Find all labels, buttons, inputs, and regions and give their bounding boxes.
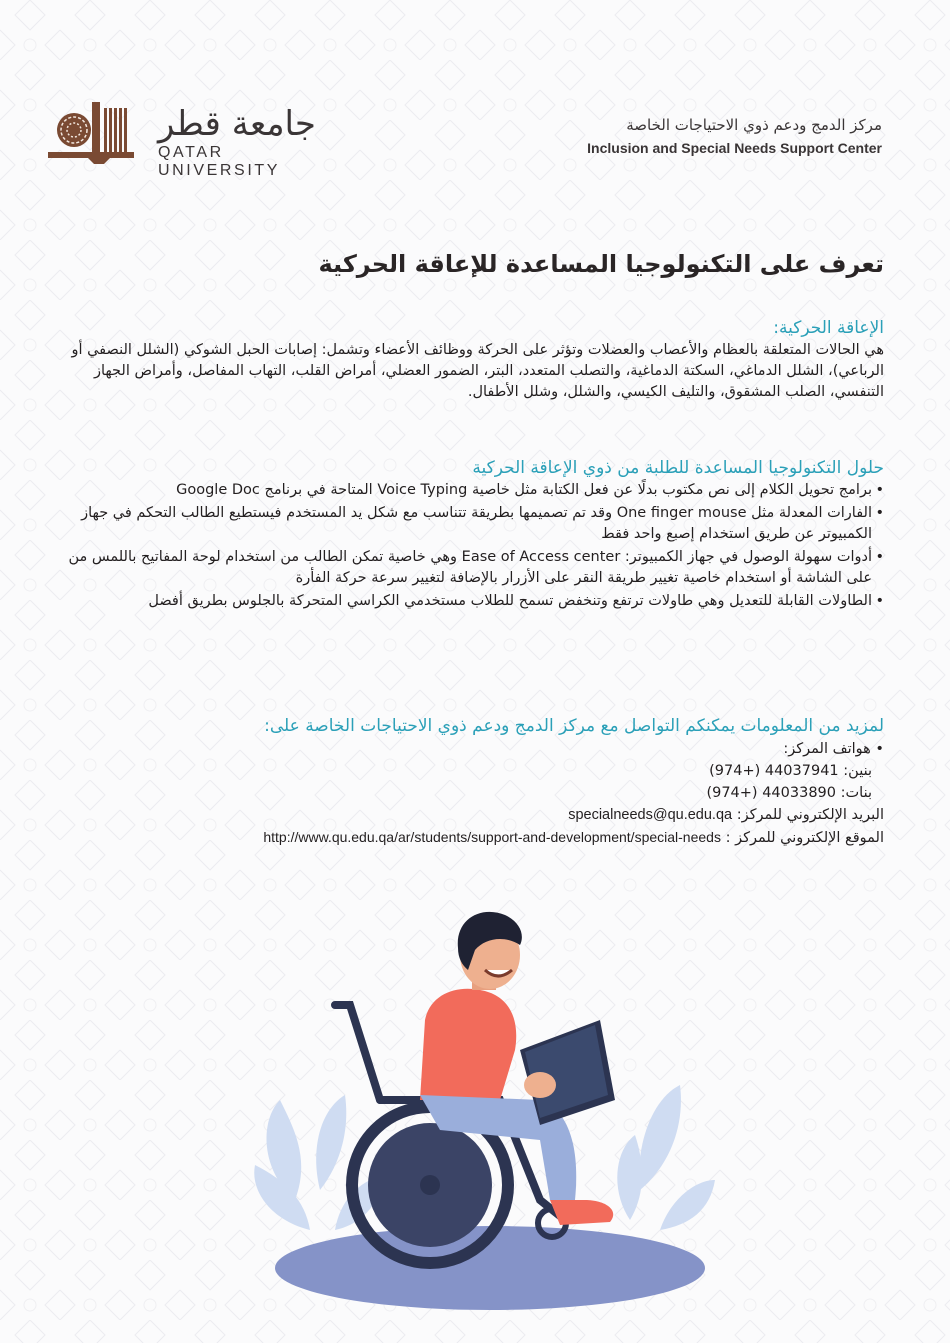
- university-emblem-icon: [48, 98, 148, 164]
- center-name-block: [587, 116, 882, 156]
- email-link[interactable]: specialneeds@qu.edu.qa: [568, 807, 733, 823]
- list-item: • أدوات سهولة الوصول في جهاز الكمبيوتر: Ease of Access center وهي خاصية تمكن الطالب من استخدام لوحة المفاتيح باللمس من على الشاشة أو استخدام خاصية تغيير طريقة النقر على الأزرار بالإضافة لتغيير سرعة حركة الفأرة: [64, 547, 884, 589]
- qatar-university-logo: [48, 98, 348, 179]
- logo-arabic-name: جامعة قطر: [158, 104, 316, 144]
- list-item: • برامج تحويل الكلام إلى نص مكتوب بدلًا عن فعل الكتابة مثل خاصية Voice Typing المتاحة في برنامج Google Doc: [64, 480, 884, 501]
- section-contact: [64, 716, 884, 849]
- list-item: • الطاولات القابلة للتعديل وهي طاولات ترتفع وتنخفض تسمح للطلاب مستخدمي الكراسي المتحركة بالجلوس بطريق أفضل: [64, 591, 884, 612]
- website-link[interactable]: http://www.qu.edu.qa/ar/students/support-and-development/special-needs: [263, 829, 721, 845]
- solutions-list: [64, 480, 884, 612]
- section-heading: الإعاقة الحركية:: [773, 318, 884, 338]
- phones-label: • هواتف المركز:: [783, 741, 884, 757]
- email-line: [64, 804, 884, 826]
- boys-number[interactable]: (974+) 44037941: [709, 763, 839, 779]
- section-motor-disability: [64, 318, 884, 403]
- page-title: تعرف على التكنولوجيا المساعدة للإعاقة الحركية: [318, 250, 884, 278]
- girls-phone: [64, 782, 884, 804]
- contact-heading: لمزيد من المعلومات يمكنكم التواصل مع مركز الدمج ودعم ذوي الاحتياجات الخاصة على:: [264, 716, 884, 736]
- phones-label-text: هواتف المركز:: [783, 741, 871, 757]
- list-item: • الفارات المعدلة مثل One finger mouse وقد تم تصميمها بطريقة تتناسب مع شكل يد المستخدم فيستطيع الطالب التحكم في جهاز الكمبيوتر عن طريق استخدام إصبع واحد فقط: [64, 503, 884, 545]
- section-assistive-solutions: [64, 458, 884, 614]
- website-label: الموقع الإلكتروني للمركز :: [725, 830, 884, 846]
- logo-english-name: QATAR UNIVERSITY: [158, 144, 281, 179]
- girls-number[interactable]: (974+) 44033890: [706, 785, 837, 801]
- leaves-left-icon: [254, 1095, 385, 1230]
- wheelchair-reader-illustration: [240, 900, 720, 1320]
- section-heading: حلول التكنولوجيا المساعدة للطلبة من ذوي الإعاقة الحركية: [472, 458, 884, 478]
- girls-label: بنات:: [840, 785, 872, 801]
- center-name-english: Inclusion and Special Needs Support Center: [587, 140, 882, 156]
- section-paragraph: هي الحالات المتعلقة بالعظام والأعصاب والعضلات وتؤثر على الحركة ووظائف الأعضاء وتشمل: إصابات الحبل الشوكي (الشلل النصفي أو الرباعي)، الشلل الدماغي، السكتة الدماغية، والتصلب المتعدد، البتر، الضمور العضلي، أمراض القلب، التهاب المفاصل، وأمراض الجهاز التنفسي، الصلب المشقوق، والتليف الكيسي، والشلل، وشلل الأطفال.: [71, 342, 884, 400]
- leaves-right-icon: [617, 1085, 715, 1230]
- boys-label: بنين:: [843, 763, 872, 779]
- website-line: [64, 826, 884, 849]
- email-label: البريد الإلكتروني للمركز:: [736, 807, 884, 823]
- center-name-arabic: مركز الدمج ودعم ذوي الاحتياجات الخاصة: [626, 116, 882, 134]
- boys-phone: [64, 760, 884, 782]
